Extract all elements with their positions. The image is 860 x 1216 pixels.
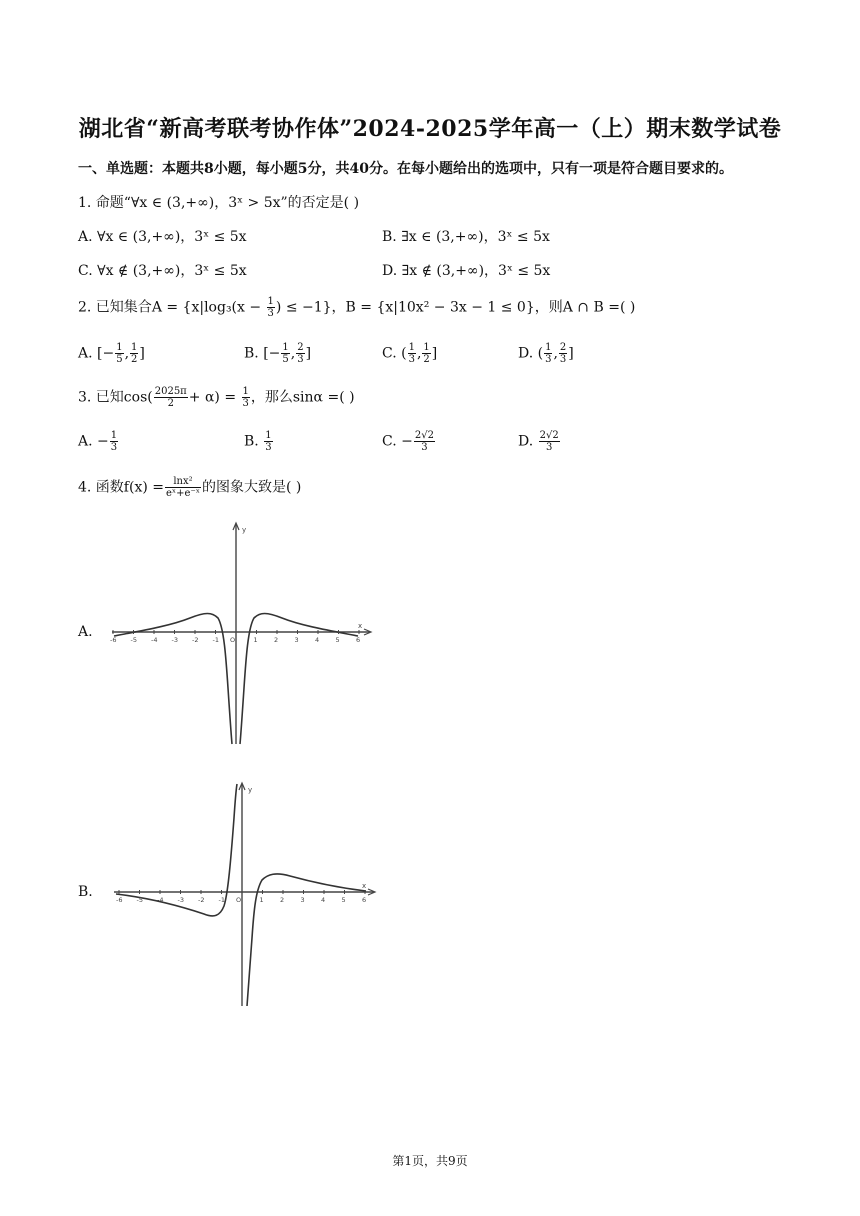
page-footer: 第1页，共9页: [392, 1154, 468, 1168]
tick-label: -5: [136, 896, 143, 904]
tick-label: 5: [335, 636, 340, 644]
question-4-stem: 4. 函数f(x) = $\frac{\text{lnx²}}{\text{eˣ+e⁻ˣ}}$ 的图象大致是( ): [78, 476, 302, 499]
tick-label: O: [236, 896, 242, 904]
tick-label: -3: [177, 896, 184, 904]
y-axis-label: y: [248, 786, 253, 794]
y-axis-label: y: [242, 526, 247, 534]
tick-label: 3: [300, 896, 305, 904]
curve-left-branch: [114, 614, 232, 745]
question-1-stem: 1. 命题“∀x ∈ (3,+∞)，3ˣ > 5x”的否定是( ): [78, 195, 360, 211]
tick-label: -1: [218, 896, 225, 904]
tick-label: -2: [192, 636, 199, 644]
question-2-option-d: D. ( $\frac{1}{3}$ , $\frac{2}{3}$ ]: [518, 342, 574, 365]
x-axis-label: x: [358, 622, 363, 630]
tick-label: O: [230, 636, 236, 644]
question-1-option-d: D. ∃x ∉ (3,+∞)，3ˣ ≤ 5x: [382, 263, 551, 279]
tick-label: 2: [274, 636, 279, 644]
section-heading: 一、单选题：本题共8小题，每小题5分，共40分。在每小题给出的选项中，只有一项是符合题目要求的。: [78, 161, 733, 177]
curve-right-branch: [240, 614, 361, 745]
question-3-stem: 3. 已知cos( $\frac{2025\pi}{2}$ + α) = $\frac{1}{3}$ ，那么sinα =( ): [78, 386, 355, 409]
tick-label: 3: [294, 636, 299, 644]
question-3-option-b: B. $\frac{1}{3}$: [244, 430, 272, 453]
x-axis-label: x: [362, 882, 367, 890]
tick-label: -5: [130, 636, 137, 644]
tick-label: -4: [151, 636, 158, 644]
tick-label: -3: [171, 636, 178, 644]
tick-label: -6: [110, 636, 117, 644]
question-3-option-c: C. − $\frac{2√2}{3}$: [382, 430, 434, 453]
question-2-option-c: C. ( $\frac{1}{3}$ , $\frac{1}{2}$ ]: [382, 342, 438, 365]
tick-label: 6: [362, 896, 367, 904]
question-3-option-d: D. $\frac{2√2}{3}$: [518, 430, 559, 453]
graph-b: [100, 778, 380, 1008]
tick-label: 1: [253, 636, 258, 644]
graph-a: [100, 518, 380, 748]
tick-label: -4: [157, 896, 164, 904]
curve-right-branch: [247, 874, 366, 1006]
graph-a-label: A.: [78, 624, 93, 640]
question-1-option-a: A. ∀x ∈ (3,+∞)，3ˣ ≤ 5x: [78, 229, 247, 245]
question-1-option-b: B. ∃x ∈ (3,+∞)，3ˣ ≤ 5x: [382, 229, 550, 245]
tick-label: 4: [321, 896, 326, 904]
tick-label: 5: [341, 896, 346, 904]
tick-label: -1: [212, 636, 219, 644]
question-3-option-a: A. − $\frac{1}{3}$: [78, 430, 118, 453]
tick-label: 6: [356, 636, 361, 644]
question-1-option-c: C. ∀x ∉ (3,+∞)，3ˣ ≤ 5x: [78, 263, 247, 279]
question-2-option-b: B. [− $\frac{1}{5}$ , $\frac{2}{3}$ ]: [244, 342, 312, 365]
page-title: 湖北省“新高考联考协作体”2024-2025学年高一（上）期末数学试卷: [78, 116, 782, 142]
tick-label: 1: [259, 896, 264, 904]
question-2-stem: 2. 已知集合A = {x|log₃(x − $\frac{1}{3}$ ) ≤ −1}，B = {x|10x² − 3x − 1 ≤ 0}，则A ∩ B =( ): [78, 296, 636, 319]
tick-label: -6: [116, 896, 123, 904]
fraction: $\frac{1}{3}$: [267, 296, 274, 319]
tick-label: -2: [198, 896, 205, 904]
graph-b-label: B.: [78, 884, 93, 900]
tick-label: 4: [315, 636, 320, 644]
tick-label: 2: [280, 896, 285, 904]
question-2-option-a: A. [− $\frac{1}{5}$ , $\frac{1}{2}$ ]: [78, 342, 145, 365]
